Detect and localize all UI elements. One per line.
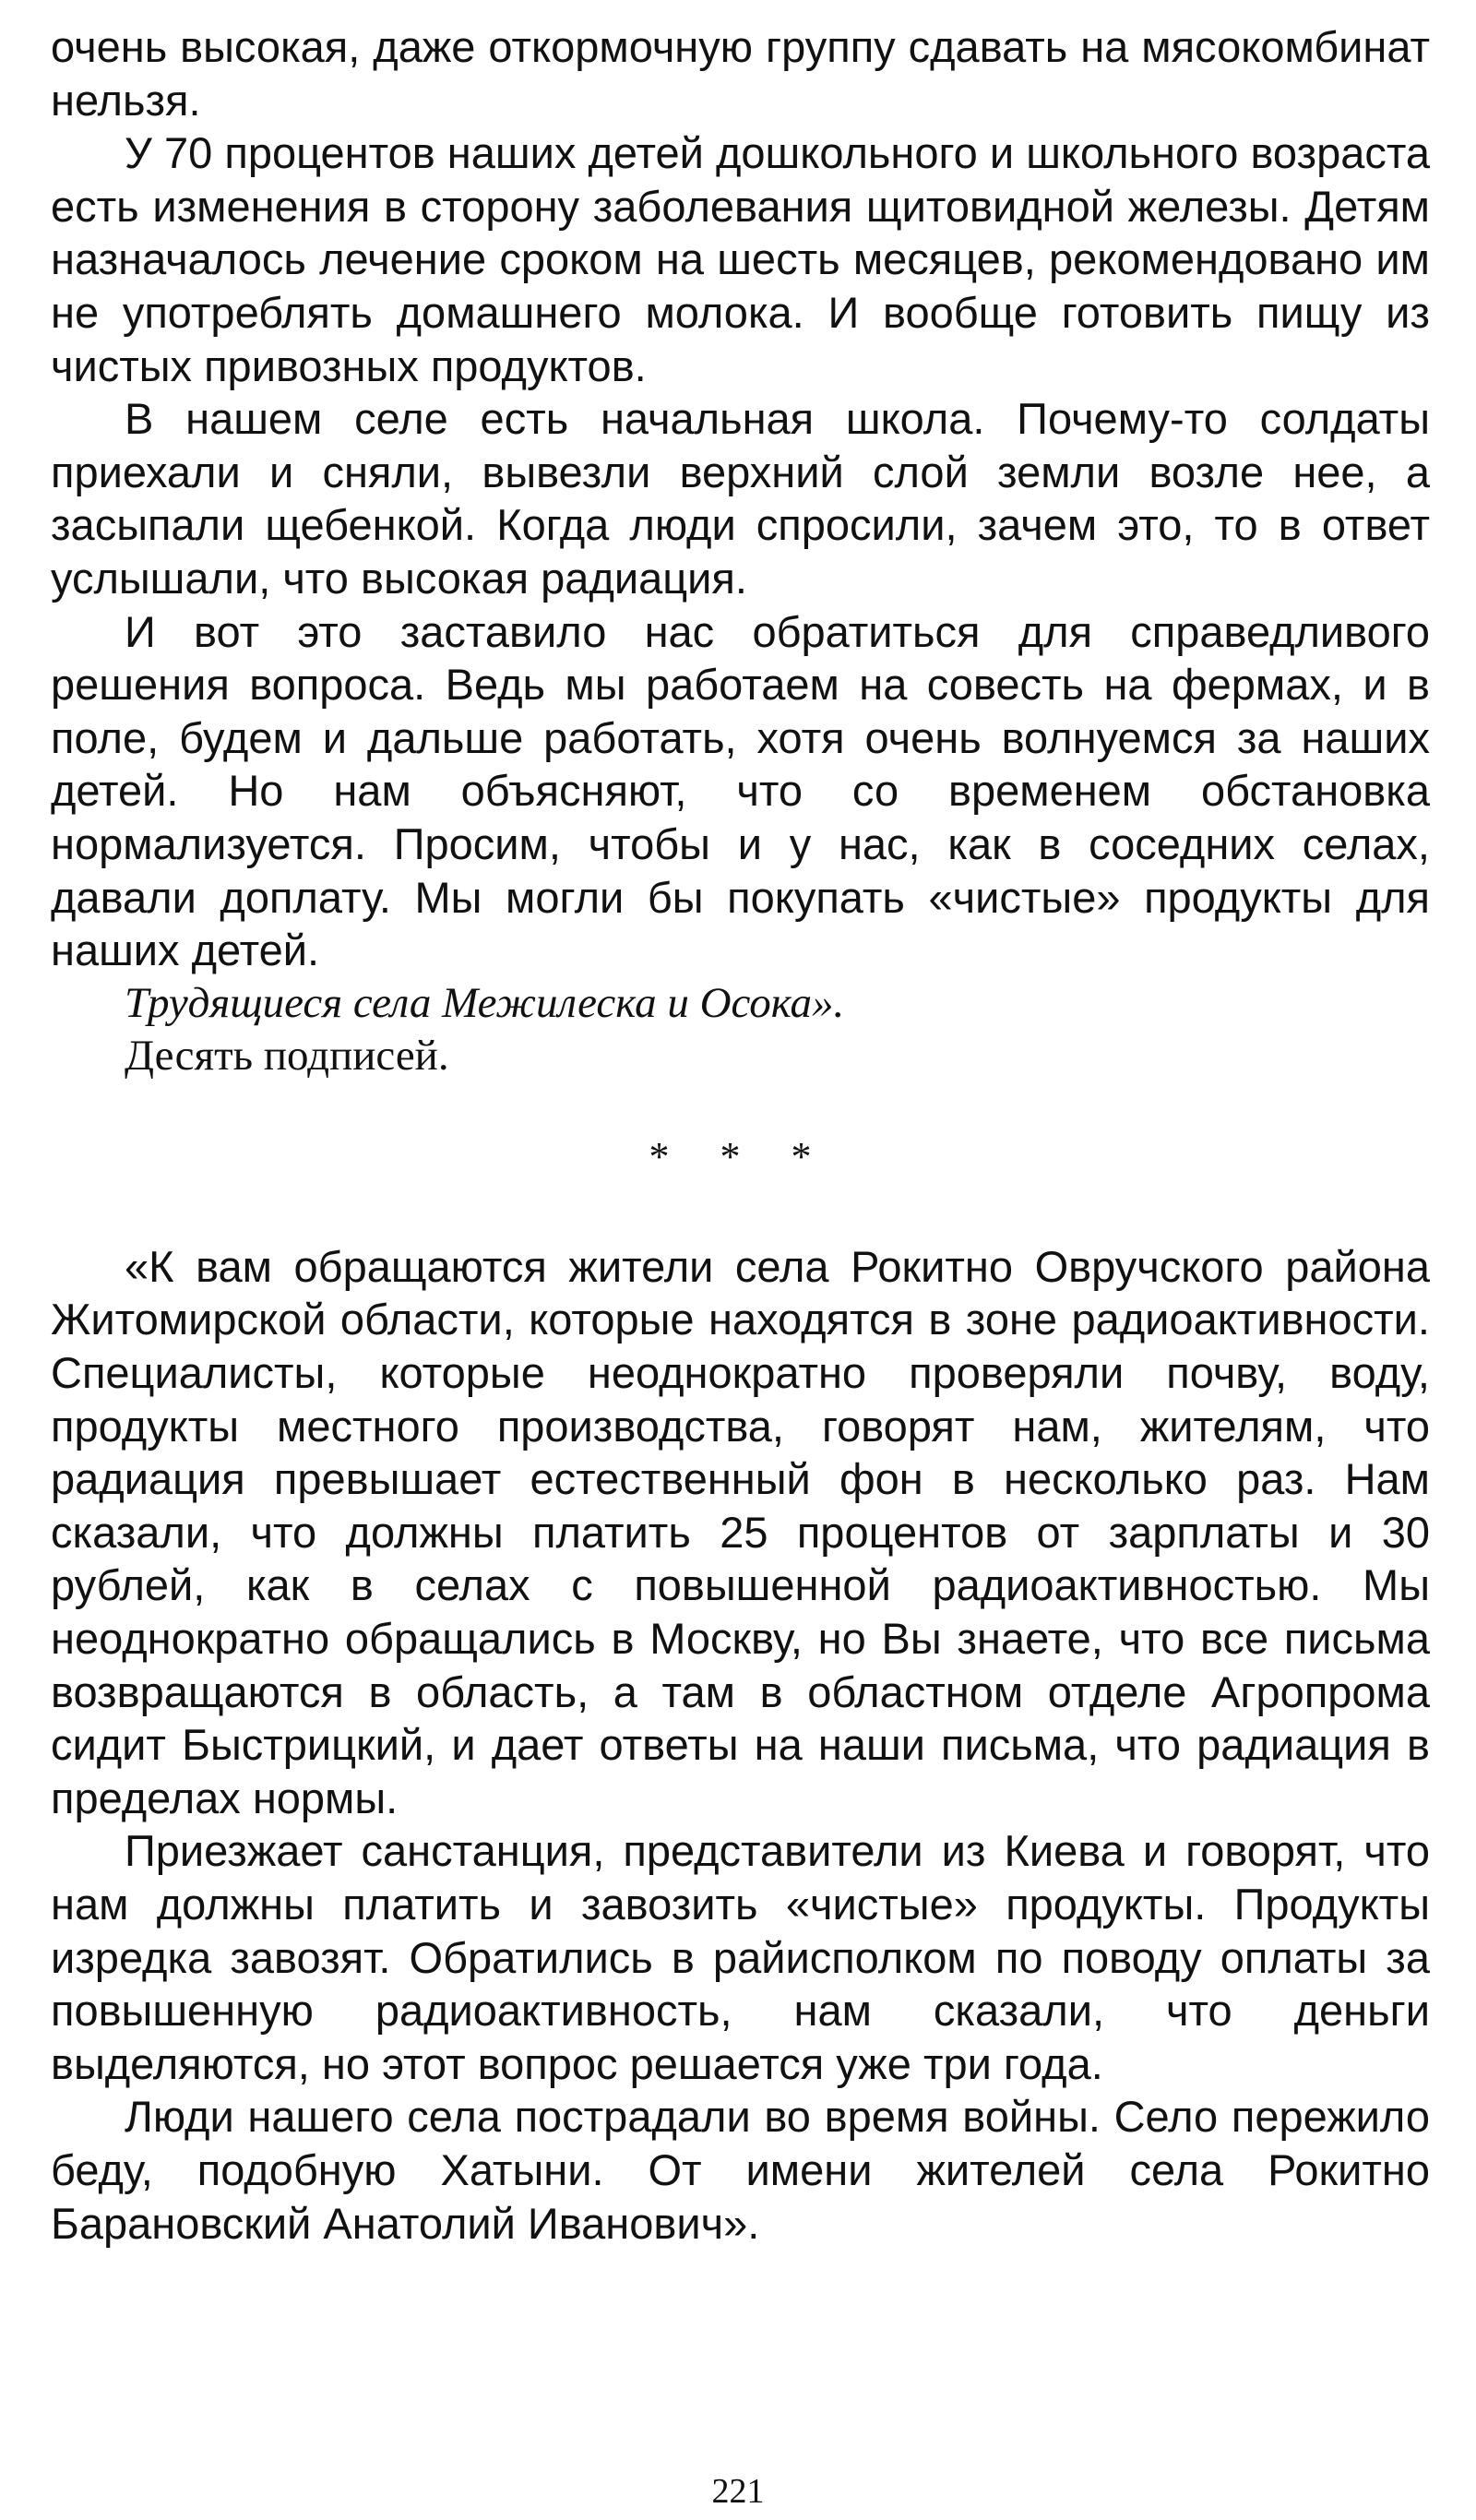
letter-body-bottom — [51, 1240, 1430, 2250]
signature-count: Десять подписей. — [125, 1032, 449, 1081]
letter-body-top — [51, 20, 1430, 977]
paragraph-continuation: очень высокая, даже откормочную группу сдавать на мясокомбинат нельзя. — [51, 22, 1430, 125]
paragraph-school: В нашем селе есть начальная школа. Почему-то солдаты приехали и сняли, вывезли верхний слой земли возле нее, а засыпали щебенкой. Когда люди спросили, зачем это, то в ответ услышали, что высокая радиация. — [51, 394, 1430, 603]
paragraph-rokitno-appeal: «К вам обращаются жители села Рокитно Овручского района Житомирской области, которые находятся в зоне радиоактивности. Специалисты, которые неоднократно проверяли почву, воду, продукты местного производства, говорят нам, жителям, что радиация превышает естественный фон в несколько раз. Нам сказали, что должны платить 25 процентов от зарплаты и 30 рублей, как в селах с повышенной радиоактивностью. Мы неоднократно обращались в Москву, но Вы знаете, что все письма возвращаются в область, а там в областном отделе Агропрома сидит Быстрицкий, и дает ответы на наши письма, что радиация в пределах нормы. — [51, 1241, 1430, 1822]
section-separator: * * * — [649, 1133, 832, 1179]
paragraph-sanstation: Приезжает санстанция, представители из Киева и говорят, что нам должны платить и завозить «чистые» продукты. Продукты изредка завозят. Обратились в райисполком по поводу оплаты за повышенную радиоактивность, нам сказали, что деньги выделяются, но этот вопрос решается уже три года. — [51, 1826, 1430, 2088]
page-number: 221 — [711, 2472, 765, 2511]
paragraph-war: Люди нашего села пострадали во время войны. Село пережило беду, подобную Хатыни. От имени жителей села Рокитно Барановский Анатолий Иванович». — [51, 2092, 1430, 2248]
signature-workers: Трудящиеся села Межилеска и Осока». — [125, 978, 845, 1027]
paragraph-request: И вот это заставило нас обратиться для справедливого решения вопроса. Ведь мы работаем на совесть на фермах, и в поле, будем и дальше работать, хотя очень волнуемся за наших детей. Но нам объясняют, что со временем обстановка нормализуется. Просим, чтобы и у нас, как в соседних селах, давали доплату. Мы могли бы покупать «чистые» продукты для наших детей. — [51, 606, 1430, 975]
paragraph-children-health: У 70 процентов наших детей дошкольного и школьного возраста есть изменения в сторону заболевания щитовидной железы. Детям назначалось лечение сроком на шесть месяцев, рекомендовано им не употреблять домашнего молока. И вообще готовить пищу из чистых привозных продуктов. — [51, 128, 1430, 390]
